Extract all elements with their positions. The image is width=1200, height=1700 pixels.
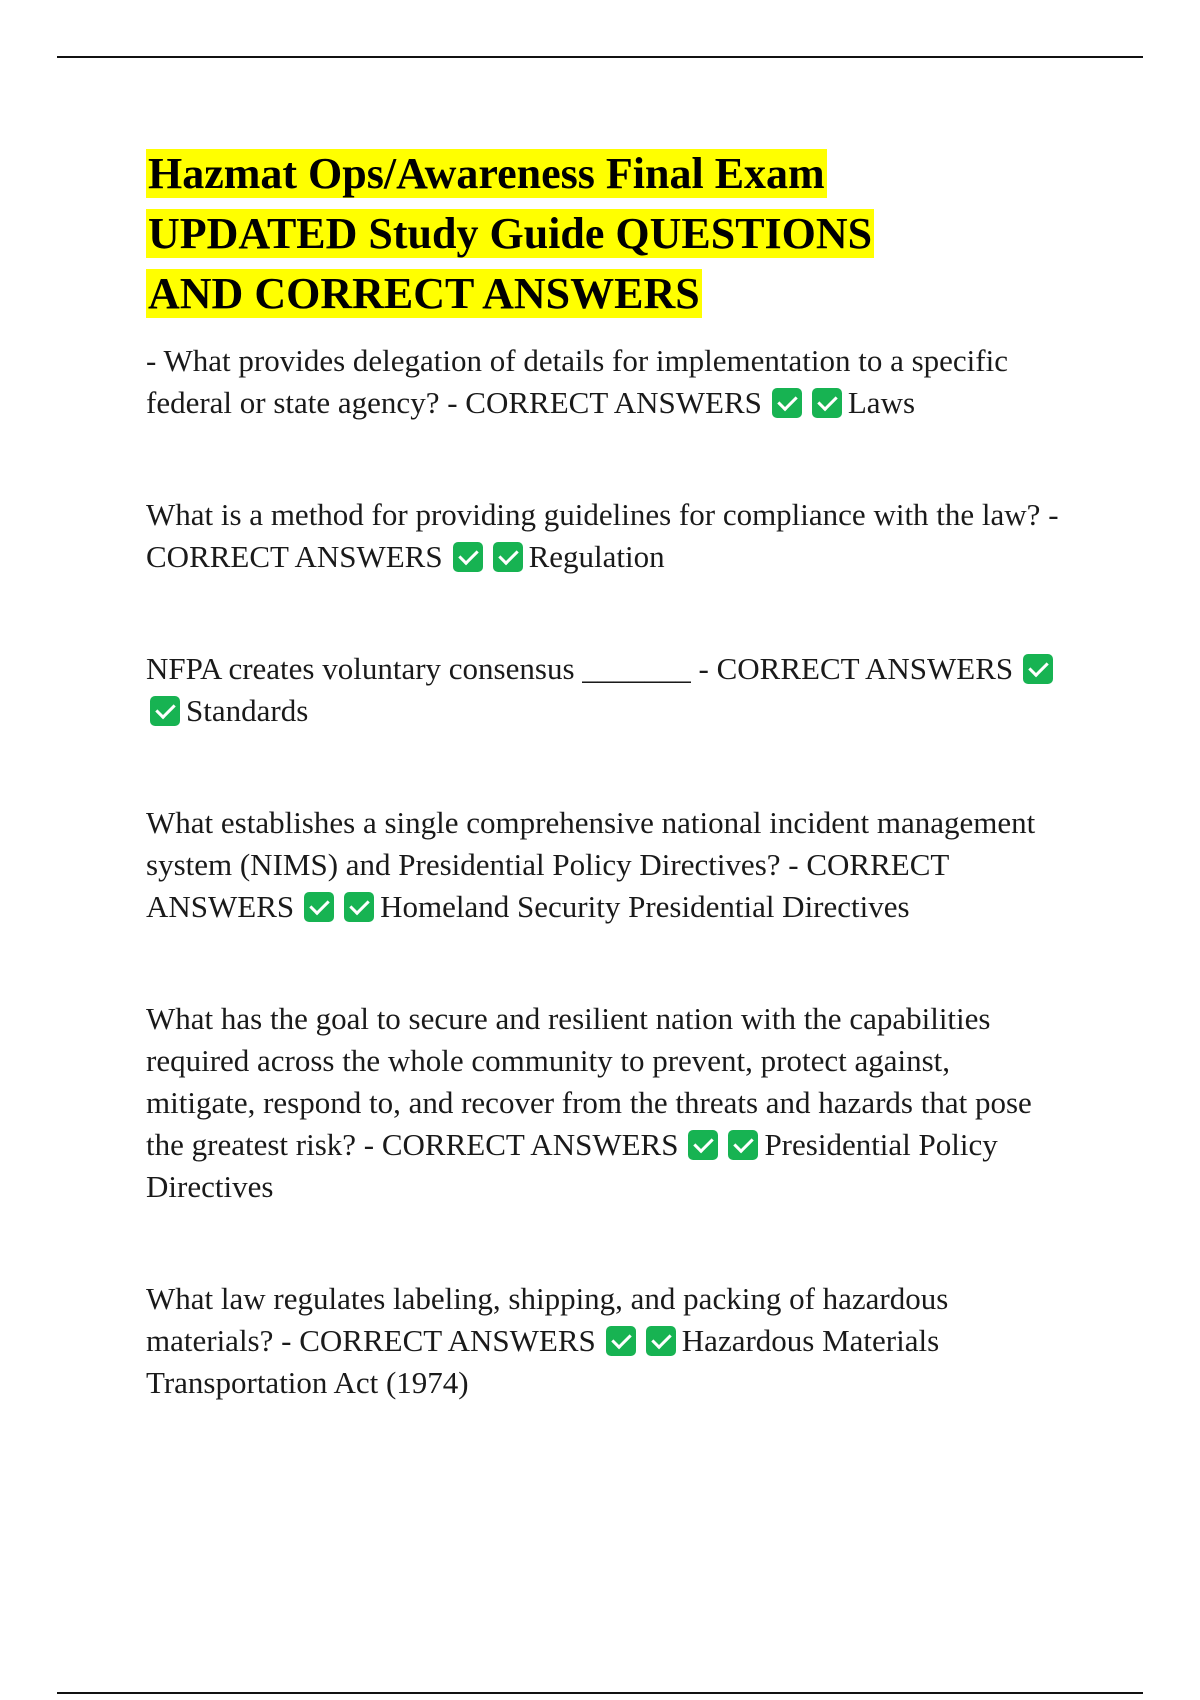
qa-item <box>146 1278 1066 1404</box>
question-text: What law regulates labeling, shipping, and packing of hazardous materials? <box>146 1281 949 1358</box>
answer-text: Regulation <box>528 539 665 574</box>
check-mark-icon <box>728 1130 758 1160</box>
qa-item <box>146 340 1066 424</box>
check-mark-icon <box>493 542 523 572</box>
bottom-rule <box>57 1692 1143 1694</box>
document-title <box>146 144 1066 324</box>
check-mark-icon <box>812 388 842 418</box>
qa-item <box>146 648 1066 732</box>
answer-text: Laws <box>847 385 916 420</box>
check-mark-icon <box>772 388 802 418</box>
answer-separator: - CORRECT ANSWERS <box>439 385 762 420</box>
qa-item <box>146 494 1066 578</box>
title-line: Hazmat Ops/Awareness Final Exam <box>148 149 825 198</box>
check-mark-icon <box>304 892 334 922</box>
qa-item <box>146 998 1066 1208</box>
qa-item <box>146 802 1066 928</box>
answer-text: Standards <box>186 693 309 728</box>
document-body <box>146 144 1066 1404</box>
answer-separator: - CORRECT ANSWERS <box>356 1127 679 1162</box>
check-mark-icon <box>646 1326 676 1356</box>
answer-text: Homeland Security Presidential Directives <box>380 889 910 924</box>
question-text: What is a method for providing guidelines for compliance with the law? <box>146 497 1041 532</box>
check-mark-icon <box>344 892 374 922</box>
check-mark-icon <box>1023 654 1053 684</box>
answer-separator: - CORRECT ANSWERS <box>273 1323 596 1358</box>
check-mark-icon <box>453 542 483 572</box>
title-line: UPDATED Study Guide QUESTIONS <box>148 209 873 258</box>
answer-text: Presidential Policy Directives <box>146 1127 998 1204</box>
top-rule <box>57 56 1143 58</box>
question-text: What has the goal to secure and resilient nation with the capabilities required across the whole community to prevent, protect against, mitigate, respond to, and recover from the threats and hazards that pose the greatest risk? <box>146 1001 1032 1162</box>
title-line: AND CORRECT ANSWERS <box>148 269 700 318</box>
answer-separator: - CORRECT ANSWERS <box>146 847 949 924</box>
answer-separator: - CORRECT ANSWERS <box>146 497 1059 574</box>
question-text: NFPA creates voluntary consensus _______ <box>146 651 691 686</box>
answer-separator: - CORRECT ANSWERS <box>690 651 1014 686</box>
question-text: - What provides delegation of details for implementation to a specific federal or state agency? <box>146 343 1008 420</box>
question-text: What establishes a single comprehensive national incident management system (NIMS) and Presidential Policy Directives? <box>146 805 1036 882</box>
check-mark-icon <box>688 1130 718 1160</box>
check-mark-icon <box>150 696 180 726</box>
check-mark-icon <box>606 1326 636 1356</box>
answer-text: Hazardous Materials Transportation Act (1974) <box>146 1323 940 1400</box>
